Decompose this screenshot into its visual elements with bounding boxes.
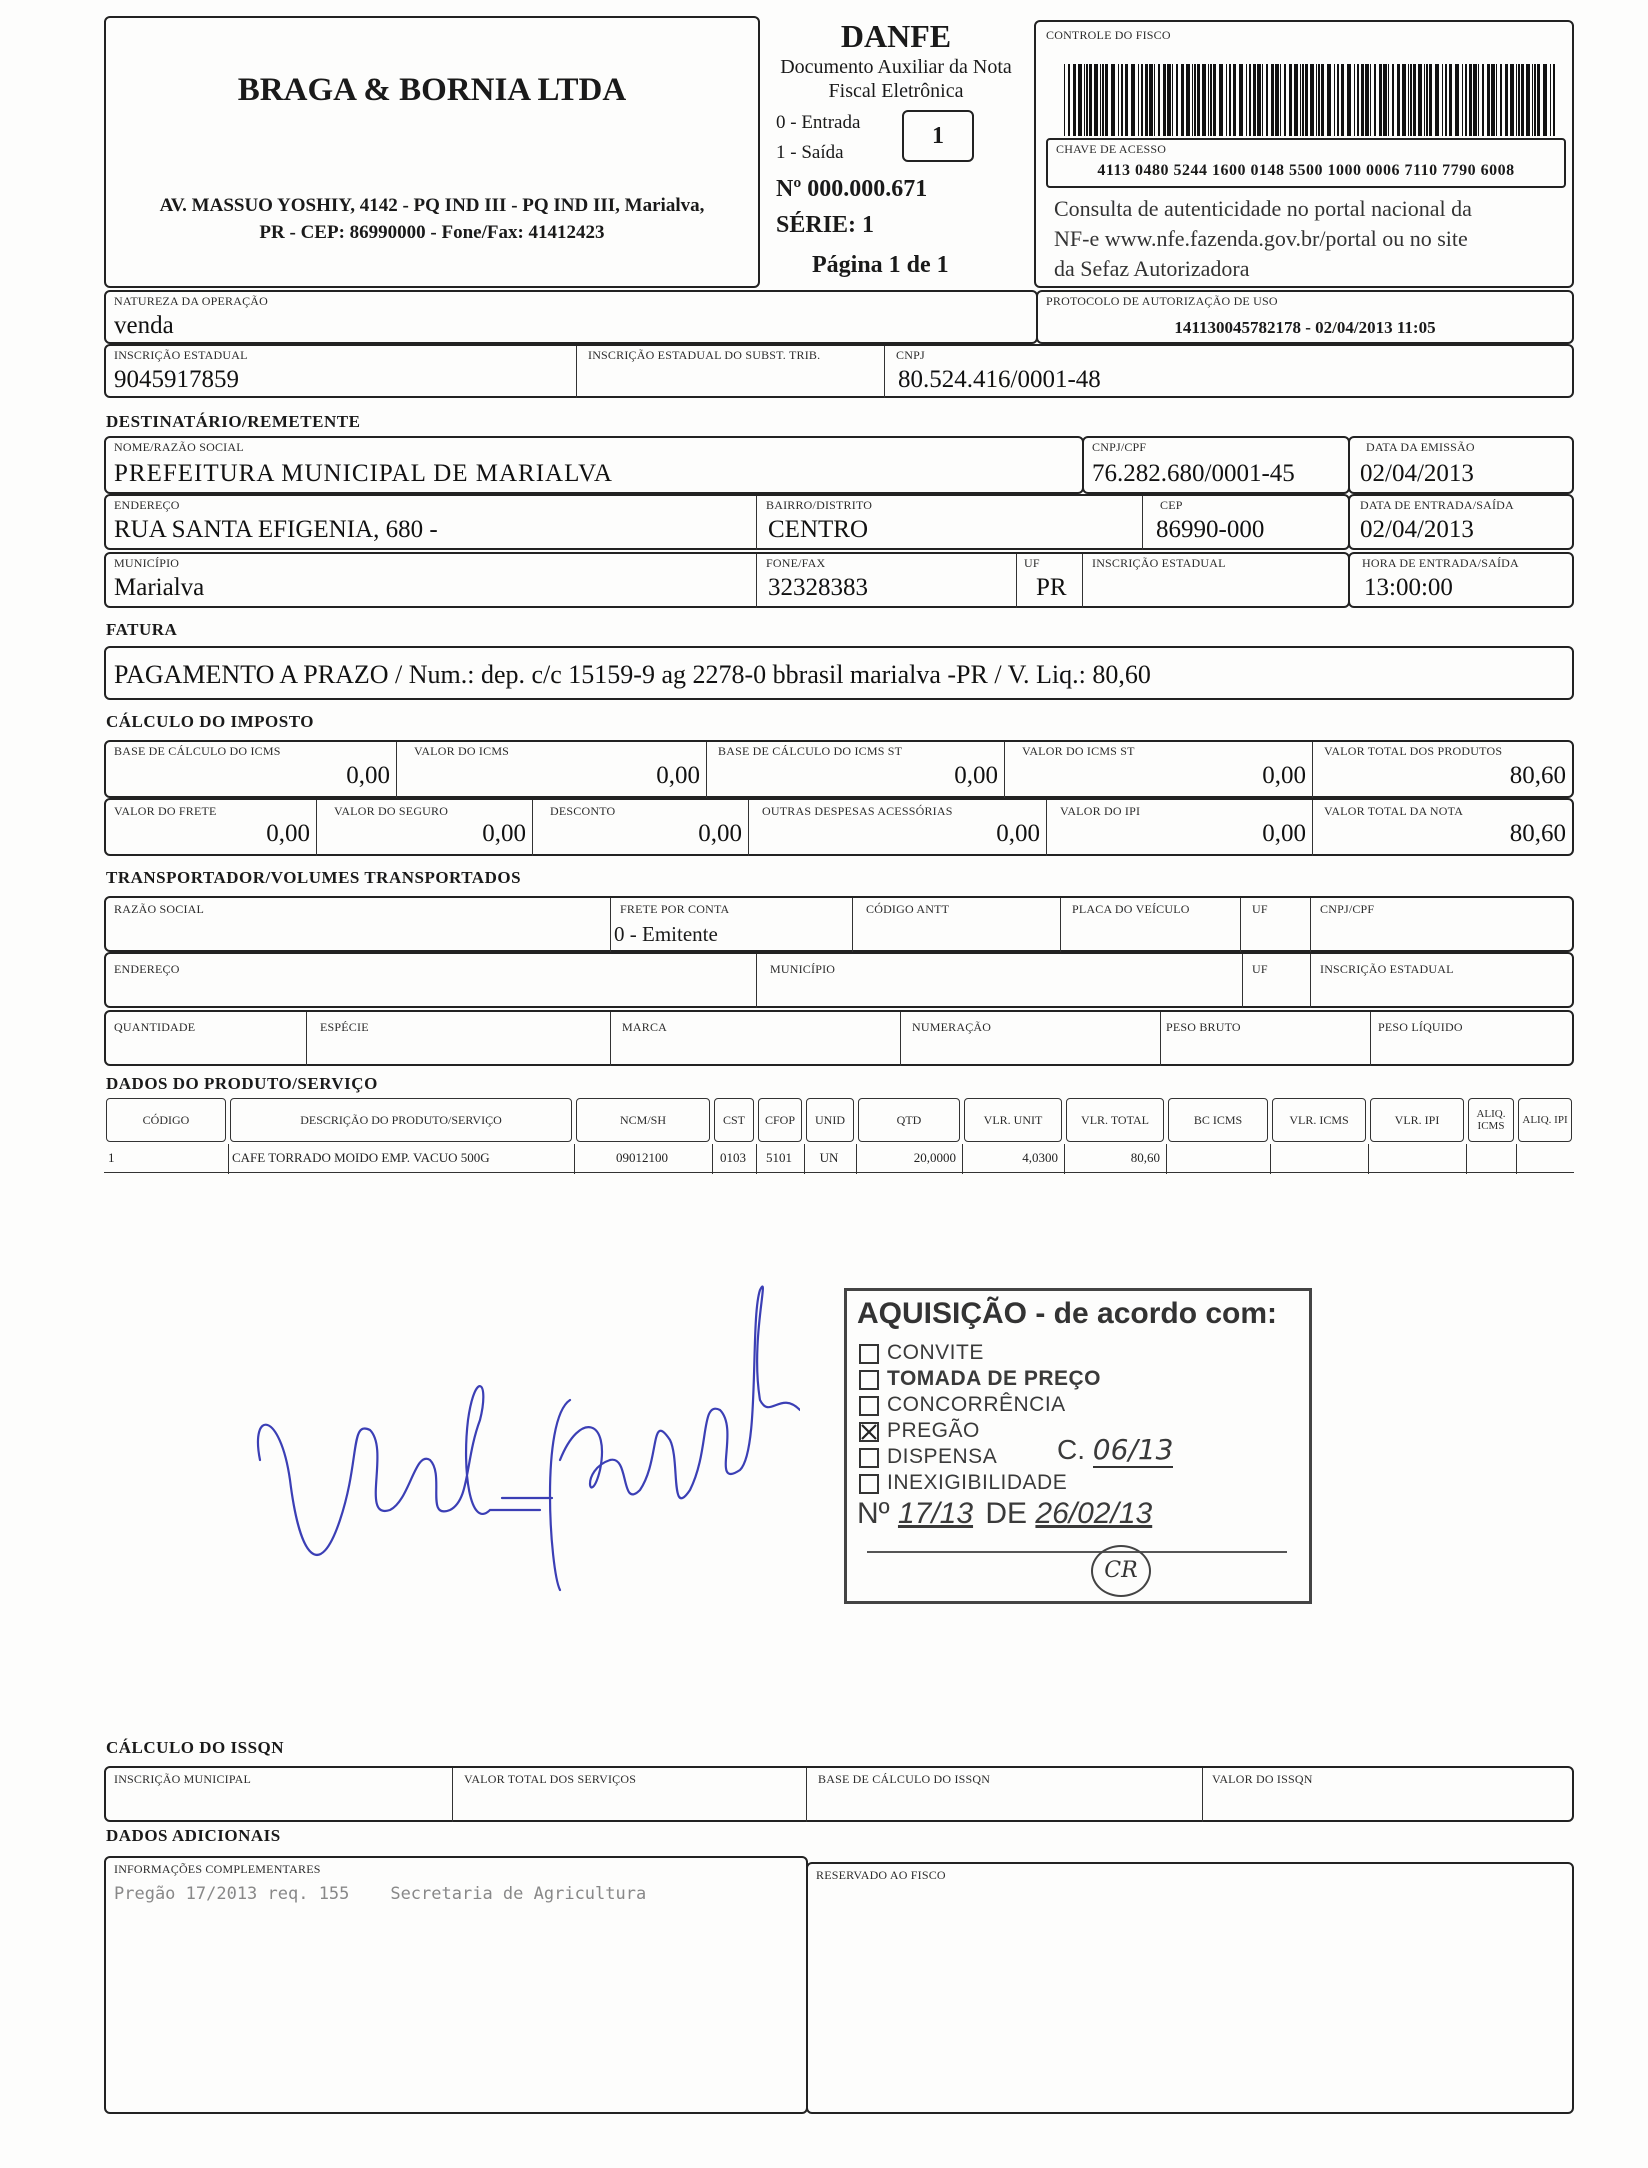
dest-emissao: 02/04/2013 — [1360, 460, 1474, 487]
consulta-text: Consulta de autenticidade no portal nacional da NF-e www.nfe.fazenda.gov.br/portal ou no site da Sefaz Autorizadora — [1054, 196, 1472, 281]
barcode-bar — [1197, 64, 1200, 136]
danfe-box — [762, 16, 1030, 288]
ipi-label: VALOR DO IPI — [1060, 804, 1141, 818]
natureza-label: NATUREZA DA OPERAÇÃO — [114, 294, 269, 308]
dest-bairro-label: BAIRRO/DISTRITO — [766, 498, 873, 512]
seguro-label: VALOR DO SEGURO — [334, 804, 449, 818]
barcode-bar — [1300, 64, 1301, 136]
seguro: 0,00 — [482, 820, 526, 847]
barcode-graphic — [1064, 64, 1556, 136]
valor-icms-label: VALOR DO ICMS — [414, 744, 510, 758]
transp-marca-label: MARCA — [622, 1020, 668, 1034]
stamp-option-label: CONVITE — [887, 1341, 984, 1364]
nota-numero: Nº 000.000.671 — [776, 176, 928, 202]
dest-nome: PREFEITURA MUNICIPAL DE MARIALVA — [114, 460, 613, 487]
barcode-bar — [1257, 64, 1261, 136]
dest-entrada-label: DATA DE ENTRADA/SAÍDA — [1360, 498, 1514, 512]
barcode-bar — [1321, 64, 1324, 136]
barcode-bar — [1505, 64, 1508, 136]
transp-frete-label: FRETE POR CONTA — [620, 902, 730, 916]
barcode-bar — [1482, 64, 1484, 136]
fatura-texto: PAGAMENTO A PRAZO / Num.: dep. c/c 15159-9 ag 2278-0 bbrasil marialva -PR / V. Liq.: 80,60 — [114, 660, 1151, 689]
transp-cnpj-label: CNPJ/CPF — [1320, 902, 1375, 916]
natureza-value: venda — [114, 312, 174, 339]
ie-label: INSCRIÇÃO ESTADUAL — [114, 348, 248, 362]
barcode-bar — [1374, 64, 1376, 136]
table-col-divider — [1064, 1144, 1065, 1174]
barcode-bar — [1469, 64, 1472, 136]
issqn-base-label: BASE DE CÁLCULO DO ISSQN — [818, 1772, 991, 1786]
dest-municipio-box — [104, 552, 1350, 608]
dest-uf-label: UF — [1024, 556, 1040, 570]
barcode-bar — [1397, 64, 1400, 136]
table-cell-col-vlr-unit: 4,0300 — [1022, 1150, 1058, 1165]
barcode-bar — [1068, 64, 1070, 136]
header-col-ncm: NCM/SH — [576, 1098, 710, 1142]
barcode-bar — [1084, 64, 1085, 136]
barcode-bar — [1510, 64, 1514, 136]
barcode-bar — [1208, 64, 1209, 136]
stamp-title: AQUISIÇÃO - de acordo com: — [857, 1297, 1278, 1330]
transp-placa-label: PLACA DO VEÍCULO — [1072, 902, 1190, 916]
dest-cnpj-label: CNPJ/CPF — [1092, 440, 1147, 454]
barcode-bar — [1086, 64, 1088, 136]
total-nota-label: VALOR TOTAL DA NOTA — [1324, 804, 1464, 818]
barcode-bar — [1246, 64, 1247, 136]
barcode-bar — [1284, 64, 1286, 136]
barcode-bar — [1478, 64, 1479, 136]
dest-fone: 32328383 — [768, 574, 868, 601]
barcode-bar — [1392, 64, 1394, 136]
barcode-bar — [1141, 64, 1143, 136]
stamp-initials: CR — [1091, 1545, 1151, 1597]
dest-hora: 13:00:00 — [1364, 574, 1453, 601]
header-col-aliq-icms: ALIQ. ICMS — [1468, 1098, 1514, 1142]
barcode-bar — [1294, 64, 1298, 136]
danfe-subtitle: Fiscal Eletrônica — [828, 80, 964, 102]
table-cell-col-vlr-total: 80,60 — [1130, 1150, 1160, 1165]
transp-endereco-label: ENDEREÇO — [114, 962, 180, 976]
barcode-bar — [1318, 64, 1320, 136]
transp-uf-label: UF — [1252, 902, 1268, 916]
barcode-bar — [1138, 64, 1139, 136]
stamp-checkbox — [859, 1448, 879, 1468]
transp-row1 — [104, 896, 1574, 952]
dest-fone-label: FONE/FAX — [766, 556, 826, 570]
imposto-section-title: CÁLCULO DO IMPOSTO — [106, 712, 314, 731]
barcode-bar — [1357, 64, 1359, 136]
dest-cep-label: CEP — [1160, 498, 1183, 512]
barcode-bar — [1361, 64, 1364, 136]
transp-qtd-label: QUANTIDADE — [114, 1020, 196, 1034]
reservado-fisco-label: RESERVADO AO FISCO — [816, 1868, 946, 1882]
barcode-bar — [1487, 64, 1490, 136]
barcode-bar — [1163, 64, 1166, 136]
header-col-vlr-unit: VLR. UNIT — [964, 1098, 1062, 1142]
table-col-divider — [228, 1144, 229, 1174]
barcode-bar — [1537, 64, 1540, 136]
header-col-cfop: CFOP — [758, 1098, 802, 1142]
outras: 0,00 — [996, 820, 1040, 847]
barcode-bar — [1543, 64, 1547, 136]
table-cell-col-cst: 0103 — [720, 1150, 746, 1165]
dest-entrada-box — [1348, 494, 1574, 550]
protocolo-label: PROTOCOLO DE AUTORIZAÇÃO DE USO — [1046, 294, 1278, 308]
cnpj-value: 80.524.416/0001-48 — [898, 366, 1101, 393]
stamp-checkbox — [859, 1396, 879, 1416]
danfe-subtitle: Documento Auxiliar da Nota — [780, 56, 1012, 78]
barcode-bar — [1402, 64, 1406, 136]
barcode-bar — [1176, 64, 1178, 136]
barcode-bar — [1118, 64, 1119, 136]
barcode-bar — [1111, 64, 1115, 136]
barcode-bar — [1102, 64, 1104, 136]
table-row-divider — [104, 1172, 1574, 1173]
barcode-bar — [1327, 64, 1331, 136]
valor-icms: 0,00 — [656, 762, 700, 789]
dest-hora-box — [1348, 552, 1574, 608]
signature-text: Vold-Togelsd — [240, 1260, 246, 1261]
transp-peso-liquido-label: PESO LÍQUIDO — [1378, 1020, 1463, 1034]
ie-st-label: INSCRIÇÃO ESTADUAL DO SUBST. TRIB. — [588, 348, 821, 362]
stamp-option-label: DISPENSA — [887, 1445, 998, 1468]
barcode-bar — [1149, 64, 1153, 136]
stamp-option-label: PREGÃO — [887, 1419, 980, 1442]
barcode-bar — [1424, 64, 1425, 136]
table-cell-col-qtd: 20,0000 — [913, 1150, 956, 1165]
nota-serie: SÉRIE: 1 — [776, 212, 875, 238]
barcode-bar — [1266, 64, 1268, 136]
info-complementar-text: Pregão 17/2013 req. 155 Secretaria de Agricultura — [114, 1884, 647, 1904]
outras-label: OUTRAS DESPESAS ACESSÓRIAS — [762, 804, 953, 818]
barcode-bar — [1341, 64, 1344, 136]
danfe-title: DANFE — [840, 18, 952, 54]
ie-value: 9045917859 — [114, 366, 239, 393]
chave-acesso: 4113 0480 5244 1600 0148 5500 1000 0006 7110 7790 6008 — [1097, 162, 1515, 179]
barcode-bar — [1388, 64, 1389, 136]
stamp-checkbox — [859, 1370, 879, 1390]
barcode-bar — [1213, 64, 1216, 136]
table-cell-col-unid: UN — [819, 1150, 839, 1165]
stamp-c: C. 06/13 — [1057, 1433, 1174, 1466]
barcode-bar — [1526, 64, 1530, 136]
barcode-bar — [1233, 64, 1236, 136]
barcode-bar — [1354, 64, 1355, 136]
transp-municipio-label: MUNICÍPIO — [770, 962, 836, 976]
ipi: 0,00 — [1262, 820, 1306, 847]
barcode-bar — [1280, 64, 1281, 136]
issqn-total-label: VALOR TOTAL DOS SERVIÇOS — [464, 1772, 637, 1786]
handwritten-signature — [240, 1260, 800, 1600]
table-cell-col-descricao: CAFE TORRADO MOIDO EMP. VACUO 500G — [232, 1150, 490, 1165]
header-col-vlr-ipi: VLR. IPI — [1370, 1098, 1464, 1142]
barcode-bar — [1316, 64, 1317, 136]
barcode — [1064, 64, 1556, 136]
acquisition-stamp — [844, 1288, 1312, 1604]
imposto-row2 — [104, 798, 1574, 856]
barcode-bar — [1064, 64, 1065, 136]
transp-especie-label: ESPÉCIE — [320, 1020, 369, 1034]
barcode-bar — [1491, 64, 1495, 136]
table-col-divider — [804, 1144, 805, 1174]
fatura-section-title: FATURA — [106, 620, 178, 639]
dest-entrada: 02/04/2013 — [1360, 516, 1474, 543]
saida-option: 1 - Saída — [776, 142, 844, 163]
dest-uf: PR — [1036, 574, 1067, 601]
barcode-bar — [1473, 64, 1477, 136]
total-prod: 80,60 — [1509, 762, 1566, 789]
barcode-bar — [1429, 64, 1432, 136]
barcode-bar — [1347, 64, 1351, 136]
dest-municipio: Marialva — [114, 574, 205, 601]
natureza-box — [104, 290, 1038, 344]
info-complementar-box — [104, 1856, 808, 2114]
barcode-bar — [1194, 64, 1196, 136]
barcode-bar — [1310, 64, 1314, 136]
barcode-bar — [1532, 64, 1533, 136]
barcode-bar — [1435, 64, 1439, 136]
barcode-bar — [1154, 64, 1155, 136]
barcode-bar — [1553, 64, 1555, 136]
barcode-bar — [1516, 64, 1517, 136]
issuer-name: BRAGA & BORNIA LTDA — [237, 72, 627, 108]
barcode-bar — [1500, 64, 1502, 136]
barcode-bar — [1305, 64, 1308, 136]
base-icms-label: BASE DE CÁLCULO DO ICMS — [114, 744, 281, 758]
dest-nome-label: NOME/RAZÃO SOCIAL — [114, 440, 244, 454]
barcode-bar — [1521, 64, 1524, 136]
barcode-bar — [1365, 64, 1369, 136]
valor-st: 0,00 — [1262, 762, 1306, 789]
barcode-bar — [1534, 64, 1536, 136]
issuer-box — [104, 16, 760, 288]
frete-label: VALOR DO FRETE — [114, 804, 217, 818]
desconto: 0,00 — [698, 820, 742, 847]
dest-endereco-box — [104, 494, 1350, 550]
barcode-bar — [1145, 64, 1148, 136]
barcode-bar — [1239, 64, 1243, 136]
issqn-im-label: INSCRIÇÃO MUNICIPAL — [114, 1772, 252, 1786]
base-icms: 0,00 — [346, 762, 390, 789]
dest-cnpj: 76.282.680/0001-45 — [1092, 460, 1295, 487]
entrada-option: 0 - Entrada — [776, 112, 861, 133]
barcode-bar — [1186, 64, 1190, 136]
table-cell-col-codigo: 1 — [108, 1150, 115, 1165]
table-col-divider — [1270, 1144, 1271, 1174]
dest-hora-label: HORA DE ENTRADA/SAÍDA — [1362, 556, 1519, 570]
controle-fisco-label: CONTROLE DO FISCO — [1046, 28, 1171, 42]
stamp-n-value: 17/13 — [897, 1497, 974, 1530]
dest-bairro: CENTRO — [768, 516, 868, 543]
barcode-bar — [1100, 64, 1101, 136]
barcode-bar — [1426, 64, 1428, 136]
issqn-section-title: CÁLCULO DO ISSQN — [106, 1738, 285, 1757]
barcode-bar — [1181, 64, 1184, 136]
issuer-address: AV. MASSUO YOSHIY, 4142 - PQ IND III - PQ IND III, Marialva, PR - CEP: 86990000 - Fone/Fax: 41412423 — [159, 195, 705, 243]
barcode-bar — [1121, 64, 1123, 136]
barcode-bar — [1249, 64, 1251, 136]
barcode-bar — [1496, 64, 1497, 136]
produtos-table — [104, 1098, 1574, 1178]
barcode-bar — [1550, 64, 1551, 136]
barcode-bar — [1131, 64, 1135, 136]
dest-ie-label: INSCRIÇÃO ESTADUAL — [1092, 556, 1226, 570]
header-col-aliq-ipi: ALIQ. IPI — [1518, 1098, 1572, 1142]
barcode-bar — [1125, 64, 1128, 136]
transp-ie-label: INSCRIÇÃO ESTADUAL — [1320, 962, 1454, 976]
chave-box — [1046, 138, 1566, 188]
table-col-divider — [1466, 1144, 1467, 1174]
header-col-qtd: QTD — [858, 1098, 960, 1142]
protocolo-box — [1036, 290, 1574, 344]
table-col-divider — [712, 1144, 713, 1174]
imposto-row1 — [104, 740, 1574, 798]
table-col-divider — [1516, 1144, 1517, 1174]
barcode-bar — [1226, 64, 1227, 136]
issqn-box — [104, 1766, 1574, 1822]
valor-st-label: VALOR DO ICMS ST — [1022, 744, 1135, 758]
inscricao-box — [104, 344, 1574, 398]
protocolo-value: 141130045782178 - 02/04/2013 11:05 — [1174, 318, 1436, 337]
barcode-bar — [1337, 64, 1339, 136]
barcode-bar — [1445, 64, 1447, 136]
stamp-de-value: 26/02/13 — [1035, 1497, 1153, 1530]
table-col-divider — [962, 1144, 963, 1174]
transp-frete: 0 - Emitente — [614, 922, 718, 946]
barcode-bar — [1094, 64, 1098, 136]
barcode-bar — [1302, 64, 1304, 136]
dest-cnpj-box — [1082, 436, 1350, 494]
dest-municipio-label: MUNICÍPIO — [114, 556, 180, 570]
barcode-bar — [1105, 64, 1108, 136]
dest-nome-box — [104, 436, 1084, 494]
table-col-divider — [1368, 1144, 1369, 1174]
barcode-bar — [1408, 64, 1409, 136]
table-col-divider — [574, 1144, 575, 1174]
dest-emissao-box — [1348, 436, 1574, 494]
base-st-label: BASE DE CÁLCULO DO ICMS ST — [718, 744, 903, 758]
stamp-c-value: 06/13 — [1092, 1433, 1174, 1466]
table-col-divider — [856, 1144, 857, 1174]
barcode-bar — [1410, 64, 1412, 136]
dest-endereco: RUA SANTA EFIGENIA, 680 - — [114, 516, 438, 543]
barcode-bar — [1262, 64, 1263, 136]
produtos-section-title: DADOS DO PRODUTO/SERVIÇO — [106, 1074, 378, 1093]
barcode-bar — [1455, 64, 1459, 136]
barcode-bar — [1465, 64, 1467, 136]
desconto-label: DESCONTO — [550, 804, 616, 818]
transp-antt-label: CÓDIGO ANTT — [866, 902, 950, 916]
header-col-codigo: CÓDIGO — [106, 1098, 226, 1142]
dest-emissao-label: DATA DA EMISSÃO — [1366, 440, 1475, 454]
barcode-bar — [1167, 64, 1171, 136]
barcode-bar — [1418, 64, 1422, 136]
stamp-option-label: TOMADA DE PREÇO — [887, 1367, 1102, 1390]
header-col-cst: CST — [714, 1098, 754, 1142]
info-complementar-label: INFORMAÇÕES COMPLEMENTARES — [114, 1862, 321, 1876]
base-st: 0,00 — [954, 762, 998, 789]
barcode-bar — [1271, 64, 1274, 136]
barcode-bar — [1073, 64, 1076, 136]
barcode-bar — [1229, 64, 1231, 136]
barcode-bar — [1518, 64, 1520, 136]
header-col-descricao: DESCRIÇÃO DO PRODUTO/SERVIÇO — [230, 1098, 572, 1142]
barcode-bar — [1275, 64, 1279, 136]
table-col-divider — [1166, 1144, 1167, 1174]
barcode-bar — [1379, 64, 1382, 136]
transp-peso-bruto-label: PESO BRUTO — [1166, 1020, 1241, 1034]
total-nota: 80,60 — [1509, 820, 1566, 847]
stamp-checkbox — [859, 1474, 879, 1494]
reservado-fisco-box — [806, 1862, 1574, 2114]
cnpj-label: CNPJ — [896, 348, 925, 362]
barcode-bar — [1370, 64, 1371, 136]
transp-razao-label: RAZÃO SOCIAL — [114, 902, 205, 916]
stamp-numero: Nº 17/13 DE 26/02/13 — [857, 1497, 1153, 1530]
table-col-divider — [756, 1144, 757, 1174]
fatura-box — [104, 646, 1574, 700]
barcode-bar — [1172, 64, 1173, 136]
header-col-vlr-total: VLR. TOTAL — [1066, 1098, 1164, 1142]
barcode-bar — [1442, 64, 1443, 136]
barcode-bar — [1334, 64, 1335, 136]
barcode-bar — [1219, 64, 1223, 136]
barcode-bar — [1089, 64, 1092, 136]
check-x-icon — [861, 1424, 877, 1440]
adicionais-section-title: DADOS ADICIONAIS — [106, 1826, 281, 1845]
transp-uf2-label: UF — [1252, 962, 1268, 976]
issqn-valor-label: VALOR DO ISSQN — [1212, 1772, 1313, 1786]
stamp-checkbox — [859, 1344, 879, 1364]
barcode-bar — [1078, 64, 1082, 136]
transp-numeracao-label: NUMERAÇÃO — [912, 1020, 992, 1034]
barcode-bar — [1462, 64, 1463, 136]
stamp-option-label: INEXIGIBILIDADE — [887, 1471, 1068, 1494]
barcode-bar — [1289, 64, 1292, 136]
barcode-bar — [1253, 64, 1256, 136]
barcode-bar — [1449, 64, 1452, 136]
table-cell-col-ncm: 09012100 — [616, 1150, 668, 1165]
nota-pagina: Página 1 de 1 — [812, 252, 949, 278]
stamp-option-label: CONCORRÊNCIA — [887, 1393, 1066, 1416]
barcode-bar — [1210, 64, 1212, 136]
total-prod-label: VALOR TOTAL DOS PRODUTOS — [1324, 744, 1503, 758]
tipo-box: 1 — [902, 110, 974, 162]
barcode-bar — [1202, 64, 1206, 136]
barcode-bar — [1192, 64, 1193, 136]
table-cell-col-cfop: 5101 — [766, 1150, 792, 1165]
frete: 0,00 — [266, 820, 310, 847]
transportador-section-title: TRANSPORTADOR/VOLUMES TRANSPORTADOS — [106, 868, 522, 887]
header-col-bc-icms: BC ICMS — [1168, 1098, 1268, 1142]
barcode-bar — [1413, 64, 1416, 136]
transp-row2 — [104, 952, 1574, 1008]
destinatario-section-title: DESTINATÁRIO/REMETENTE — [106, 412, 361, 431]
transp-row3 — [104, 1010, 1574, 1066]
barcode-bar — [1383, 64, 1387, 136]
header-col-vlr-icms: VLR. ICMS — [1272, 1098, 1366, 1142]
dest-cep: 86990-000 — [1156, 516, 1265, 543]
dest-endereco-label: ENDEREÇO — [114, 498, 180, 512]
chave-label: CHAVE DE ACESSO — [1056, 142, 1167, 156]
header-col-unid: UNID — [806, 1098, 854, 1142]
barcode-bar — [1158, 64, 1160, 136]
stamp-checkbox — [859, 1422, 879, 1442]
